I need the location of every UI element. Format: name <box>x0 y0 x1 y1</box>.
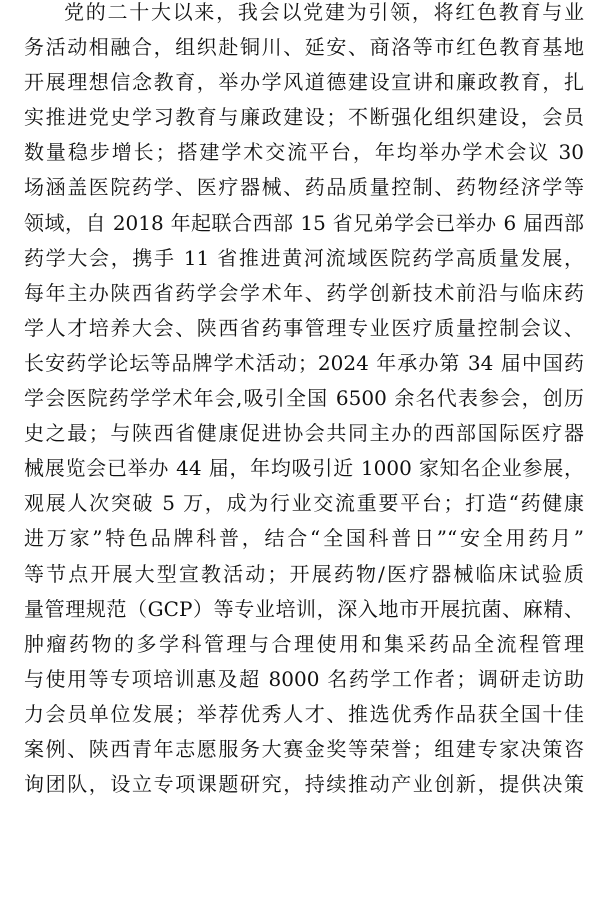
paragraph-line: 史之最；与陕西省健康促进协会共同主办的西部国际医疗器 <box>24 421 584 446</box>
document-body <box>24 0 584 802</box>
paragraph-line: 等节点开展大型宣教活动；开展药物/医疗器械临床试验质 <box>24 561 584 586</box>
paragraph-line: 药学大会，携手 11 省推进黄河流域医院药学高质量发展， <box>24 245 584 270</box>
paragraph-line: 长安药学论坛等品牌学术活动；2024 年承办第 34 届中国药 <box>24 350 584 375</box>
paragraph-line: 询团队，设立专项课题研究，持续推动产业创新，提供决策 <box>24 772 584 797</box>
paragraph-line: 务活动相融合，组织赴铜川、延安、商洛等市红色教育基地 <box>24 35 584 60</box>
paragraph-line: 开展理想信念教育，举办学风道德建设宣讲和廉政教育，扎 <box>24 70 584 95</box>
paragraph-line: 数量稳步增长；搭建学术交流平台，年均举办学术会议 30 <box>24 140 584 165</box>
paragraph-line: 力会员单位发展；举荐优秀人才、推选优秀作品获全国十佳 <box>24 701 584 726</box>
paragraph-line: 观展人次突破 5 万，成为行业交流重要平台；打造“药健康 <box>24 491 584 516</box>
paragraph-line: 每年主办陕西省药学会学术年、药学创新技术前沿与临床药 <box>24 280 584 305</box>
paragraph-line: 党的二十大以来，我会以党建为引领，将红色教育与业 <box>64 0 584 24</box>
paragraph-line: 场涵盖医院药学、医疗器械、药品质量控制、药物经济学等 <box>24 175 584 200</box>
paragraph-line: 进万家”特色品牌科普，结合“全国科普日”“安全用药月” <box>24 526 584 551</box>
paragraph-line: 学会医院药学学术年会,吸引全国 6500 余名代表参会，创历 <box>24 386 584 411</box>
paragraph-line: 械展览会已举办 44 届，年均吸引近 1000 家知名企业参展， <box>24 456 584 481</box>
paragraph-line: 领域，自 2018 年起联合西部 15 省兄弟学会已举办 6 届西部 <box>24 210 584 235</box>
paragraph-line: 案例、陕西青年志愿服务大赛金奖等荣誉；组建专家决策咨 <box>24 736 584 761</box>
paragraph-line: 量管理规范（GCP）等专业培训，深入地市开展抗菌、麻精、 <box>24 596 584 621</box>
paragraph-line: 实推进党史学习教育与廉政建设；不断强化组织建设，会员 <box>24 105 584 130</box>
paragraph-line: 学人才培养大会、陕西省药事管理专业医疗质量控制会议、 <box>24 315 584 340</box>
paragraph-line: 肿瘤药物的多学科管理与合理使用和集采药品全流程管理 <box>24 631 584 656</box>
paragraph-line: 与使用等专项培训惠及超 8000 名药学工作者；调研走访助 <box>24 666 584 691</box>
